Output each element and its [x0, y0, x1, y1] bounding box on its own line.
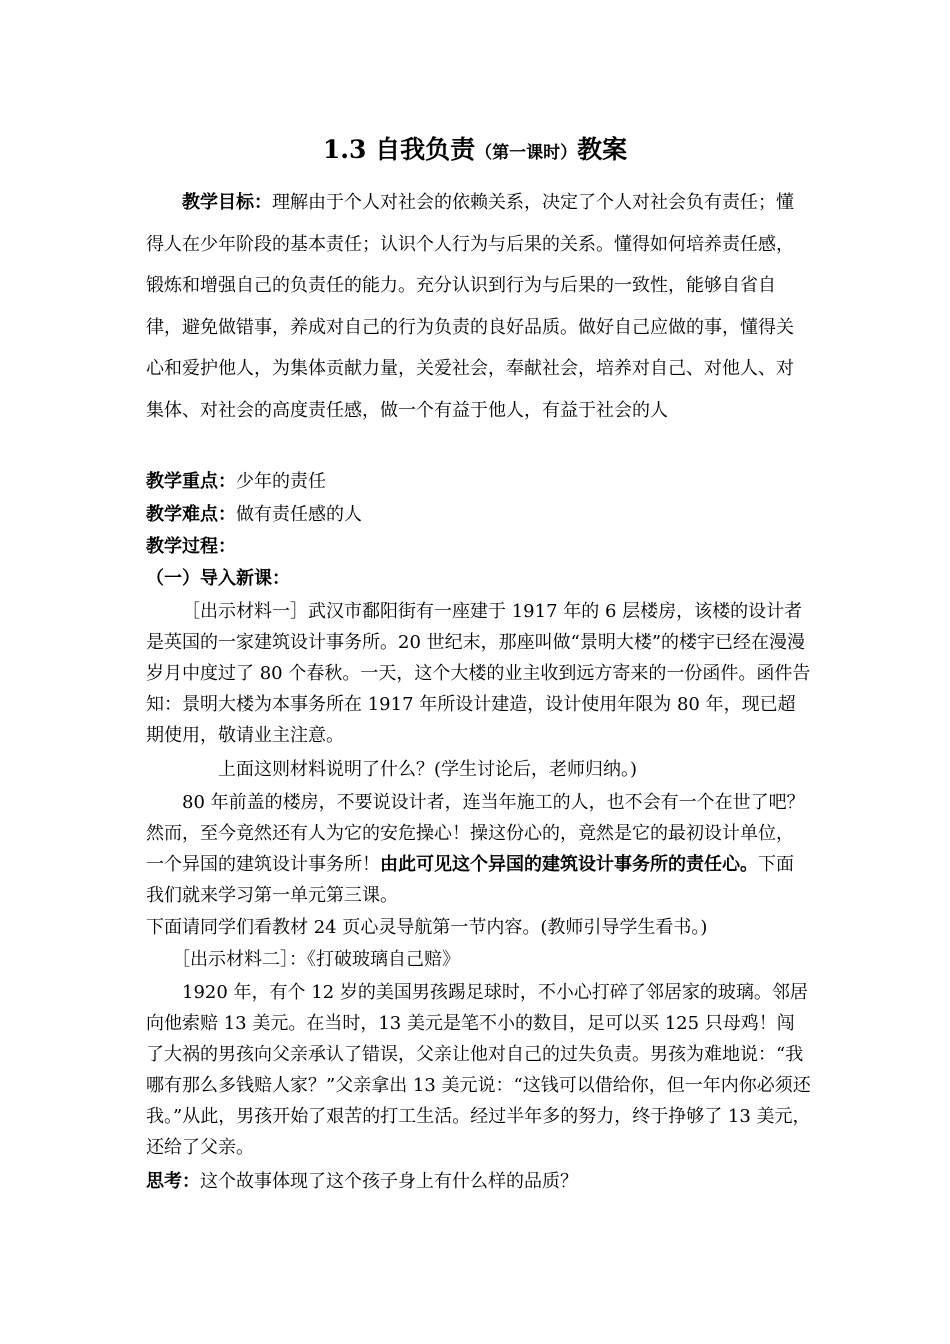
explain1-text: 80 年前盖的楼房，不要说设计者，连当年施工的人，也不会有一个在世了吧？然而，至今竟然还有人为它的安危操心！操这份心的，竟然是它的最初设计单位，一个异国的建筑设计事务所！ [146, 792, 805, 875]
difficulty [146, 501, 811, 529]
instruction: 下面请同学们看教材 24 页心灵导航第一节内容。(教师引导学生看书。) [146, 917, 708, 938]
think-text: 这个故事体现了这个孩子身上有什么样的品质？ [200, 1171, 578, 1192]
material2-sep: ： [289, 949, 307, 970]
key-point-text: 少年的责任 [236, 471, 326, 492]
explain1-tail: 下面我们就来学习第一单元第三课。 [146, 854, 794, 906]
material2-label: ［出示材料二］ [172, 949, 289, 970]
material2-title: 《打破玻璃自己赔》 [307, 949, 460, 970]
material-one [146, 596, 811, 751]
key-point [146, 468, 811, 496]
material1-label: ［出示材料一］ [182, 601, 308, 622]
section-heading [146, 565, 811, 593]
question-one: 上面这则材料说明了什么？(学生讨论后，老师归纳。) [218, 759, 638, 780]
goal-text: 理解由于个人对社会的依赖关系，决定了个人对社会负有责任；懂得人在少年阶段的基本责任；认识个人行为与后果的关系。懂得如何培养责任感，锻炼和增强自己的负责任的能力。充分认识到行为与后果的一致性，能够自省自律，避免做错事，养成对自己的行为负责的良好品质。做好自己应做的事，懂得关心和爱护他人，为集体贡献力量，关爱社会，奉献社会，培养对自己、对他人、对集体、对社会的高度责任感，做一个有益于他人，有益于社会的人 [146, 192, 794, 421]
process-heading [146, 533, 811, 561]
process-label: 教学过程： [146, 536, 236, 557]
material-two-heading [146, 946, 837, 974]
story-paragraph: 1920 年，有个 12 岁的美国男孩踢足球时，不小心打碎了邻居家的玻璃。邻居向他索赔 13 美元。在当时，13 美元是笔不小的数目，足可以买 125 只母鸡！闯了大祸的男孩向父亲承认了错误，父亲让他对自己的过失负责。男孩为难地说：“我哪有那么多钱赔人家？”父亲拿出 13 美元说：“这钱可以借给你，但一年内你必须还我。”从此，男孩开始了艰苦的打工生活。经过半年多的努力，终于挣够了 13 美元，还给了父亲。 [146, 982, 811, 1158]
think-label: 思考： [146, 1171, 200, 1192]
think-question [146, 1168, 811, 1196]
difficulty-text: 做有责任感的人 [236, 504, 362, 525]
section1-label: （一）导入新课： [146, 568, 290, 589]
difficulty-label: 教学难点： [146, 504, 236, 525]
material1-text: 武汉市鄱阳街有一座建于 1917 年的 6 层楼房，该楼的设计者是英国的一家建筑设计事务所。20 世纪末，那座叫做“景明大楼”的楼宇已经在漫漫岁月中度过了 80 个春秋。一天，这个大楼的业主收到远方寄来的一份函件。函件告知：景明大楼为本事务所在 1917 年所设计建造，设计使用年限为 80 年，现已超期使用，敬请业主注意。 [146, 601, 811, 746]
goal-label: 教学目标： [182, 192, 272, 213]
title-main: 1.3 自我负责 [322, 135, 476, 164]
explain1-bold: 由此可见这个异国的建筑设计事务所的责任心。 [380, 854, 758, 875]
title-sub: （第一课时） [475, 143, 578, 163]
page-title [0, 130, 950, 173]
explanation-one [146, 787, 811, 911]
key-point-label: 教学重点： [146, 471, 236, 492]
teaching-goal [146, 182, 811, 431]
title-tail: 教案 [577, 135, 628, 164]
